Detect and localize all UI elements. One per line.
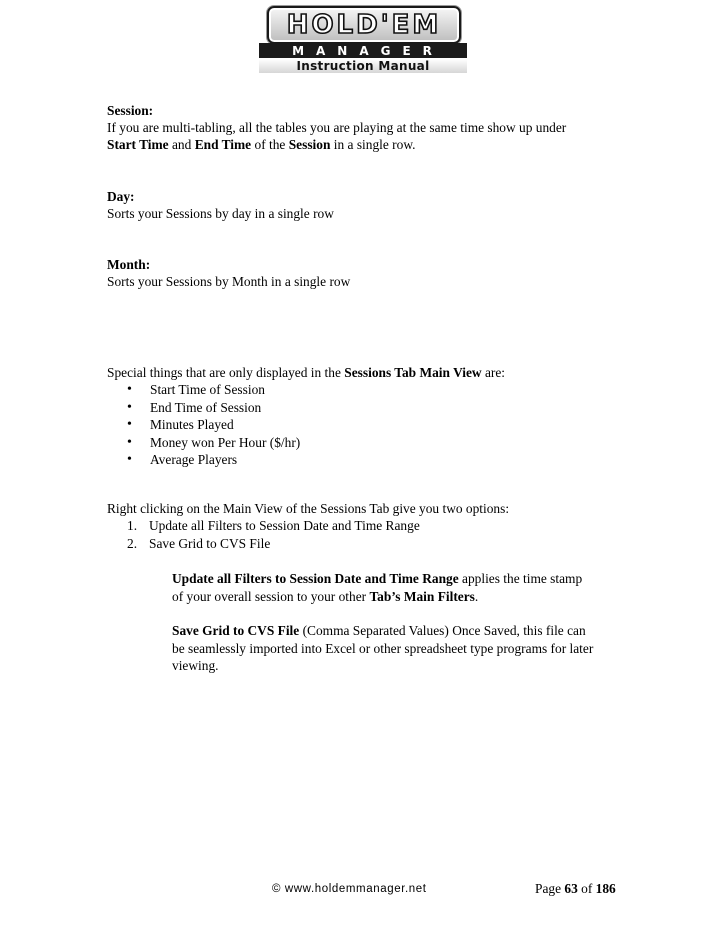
term-end-time: End Time: [194, 137, 252, 152]
update-desc-bold: Update all Filters to Session Date and Time Range: [172, 571, 459, 586]
option-number: 2.: [127, 535, 138, 551]
right-click-intro: [107, 500, 647, 517]
month-text: Sorts your Sessions by Month in a single row: [107, 274, 351, 289]
page-prefix: Page: [535, 881, 562, 896]
month-section: [107, 256, 647, 290]
page-current: 63: [564, 881, 578, 896]
special-intro-bold: Sessions Tab Main View: [344, 365, 482, 380]
special-intro: [107, 364, 647, 381]
logo-title: HOLD'EM: [286, 10, 442, 40]
option-label: Save Grid to CVS File: [149, 535, 271, 551]
footer-url: © www.holdemmanager.net: [272, 883, 427, 895]
term-start-time: Start Time: [107, 137, 169, 152]
session-of-the: of the: [254, 137, 286, 152]
page-number: [535, 881, 616, 897]
session-tail: in a single row.: [333, 137, 416, 152]
day-text: Sorts your Sessions by day in a single row: [107, 206, 334, 221]
update-desc-text2: of your overall session to your other: [172, 588, 367, 604]
list-item: [107, 535, 420, 553]
logo-manual-label: Instruction Manual: [296, 59, 430, 73]
save-desc-bold: Save Grid to CVS File: [172, 623, 300, 638]
session-section: [107, 102, 647, 153]
special-items-list: [107, 381, 300, 469]
update-filters-description: [172, 570, 632, 605]
page-total: 186: [595, 881, 616, 896]
list-item: [107, 517, 420, 535]
logo-manual-bar: [259, 59, 467, 73]
session-and: and: [171, 137, 192, 152]
page-of: of: [581, 881, 593, 896]
logo-title-plate: [267, 6, 461, 44]
option-label: Update all Filters to Session Date and Time Range: [149, 518, 420, 533]
holdem-manager-logo: [255, 6, 470, 72]
save-desc-text1: (Comma Separated Values) Once Saved, this file can: [302, 623, 586, 638]
list-item: • Average Players: [107, 451, 300, 469]
update-desc-text1: applies the time stamp: [462, 571, 583, 586]
right-click-options-list: [107, 517, 420, 552]
day-section: [107, 188, 647, 222]
right-click-intro-text: Right clicking on the Main View of the Sessions Tab give you two options:: [107, 501, 510, 516]
logo-subtitle-bar: [259, 43, 467, 58]
update-desc-bold2: Tab’s Main Filters: [369, 588, 475, 604]
option-number: 1.: [127, 518, 138, 533]
update-desc-end: .: [474, 588, 479, 604]
save-desc-line2: be seamlessly imported into Excel or other spreadsheet type programs for later: [172, 640, 594, 656]
logo-subtitle: MANAGER: [292, 43, 444, 58]
month-heading: Month:: [107, 257, 151, 272]
day-heading: Day:: [107, 189, 135, 204]
save-grid-description: [172, 622, 632, 675]
session-line2: [107, 136, 647, 153]
list-item: • Start Time of Session: [107, 381, 300, 399]
list-item: • End Time of Session: [107, 399, 300, 417]
save-desc-line3: viewing.: [172, 658, 219, 673]
list-item: • Money won Per Hour ($/hr): [107, 434, 300, 452]
special-intro-tail: are:: [484, 365, 506, 380]
session-line1: If you are multi-tabling, all the tables you are playing at the same time show up under: [107, 120, 567, 135]
special-intro-text: Special things that are only displayed in the: [107, 365, 341, 380]
term-session: Session: [288, 137, 331, 152]
list-item: • Minutes Played: [107, 416, 300, 434]
session-heading: Session:: [107, 103, 154, 118]
